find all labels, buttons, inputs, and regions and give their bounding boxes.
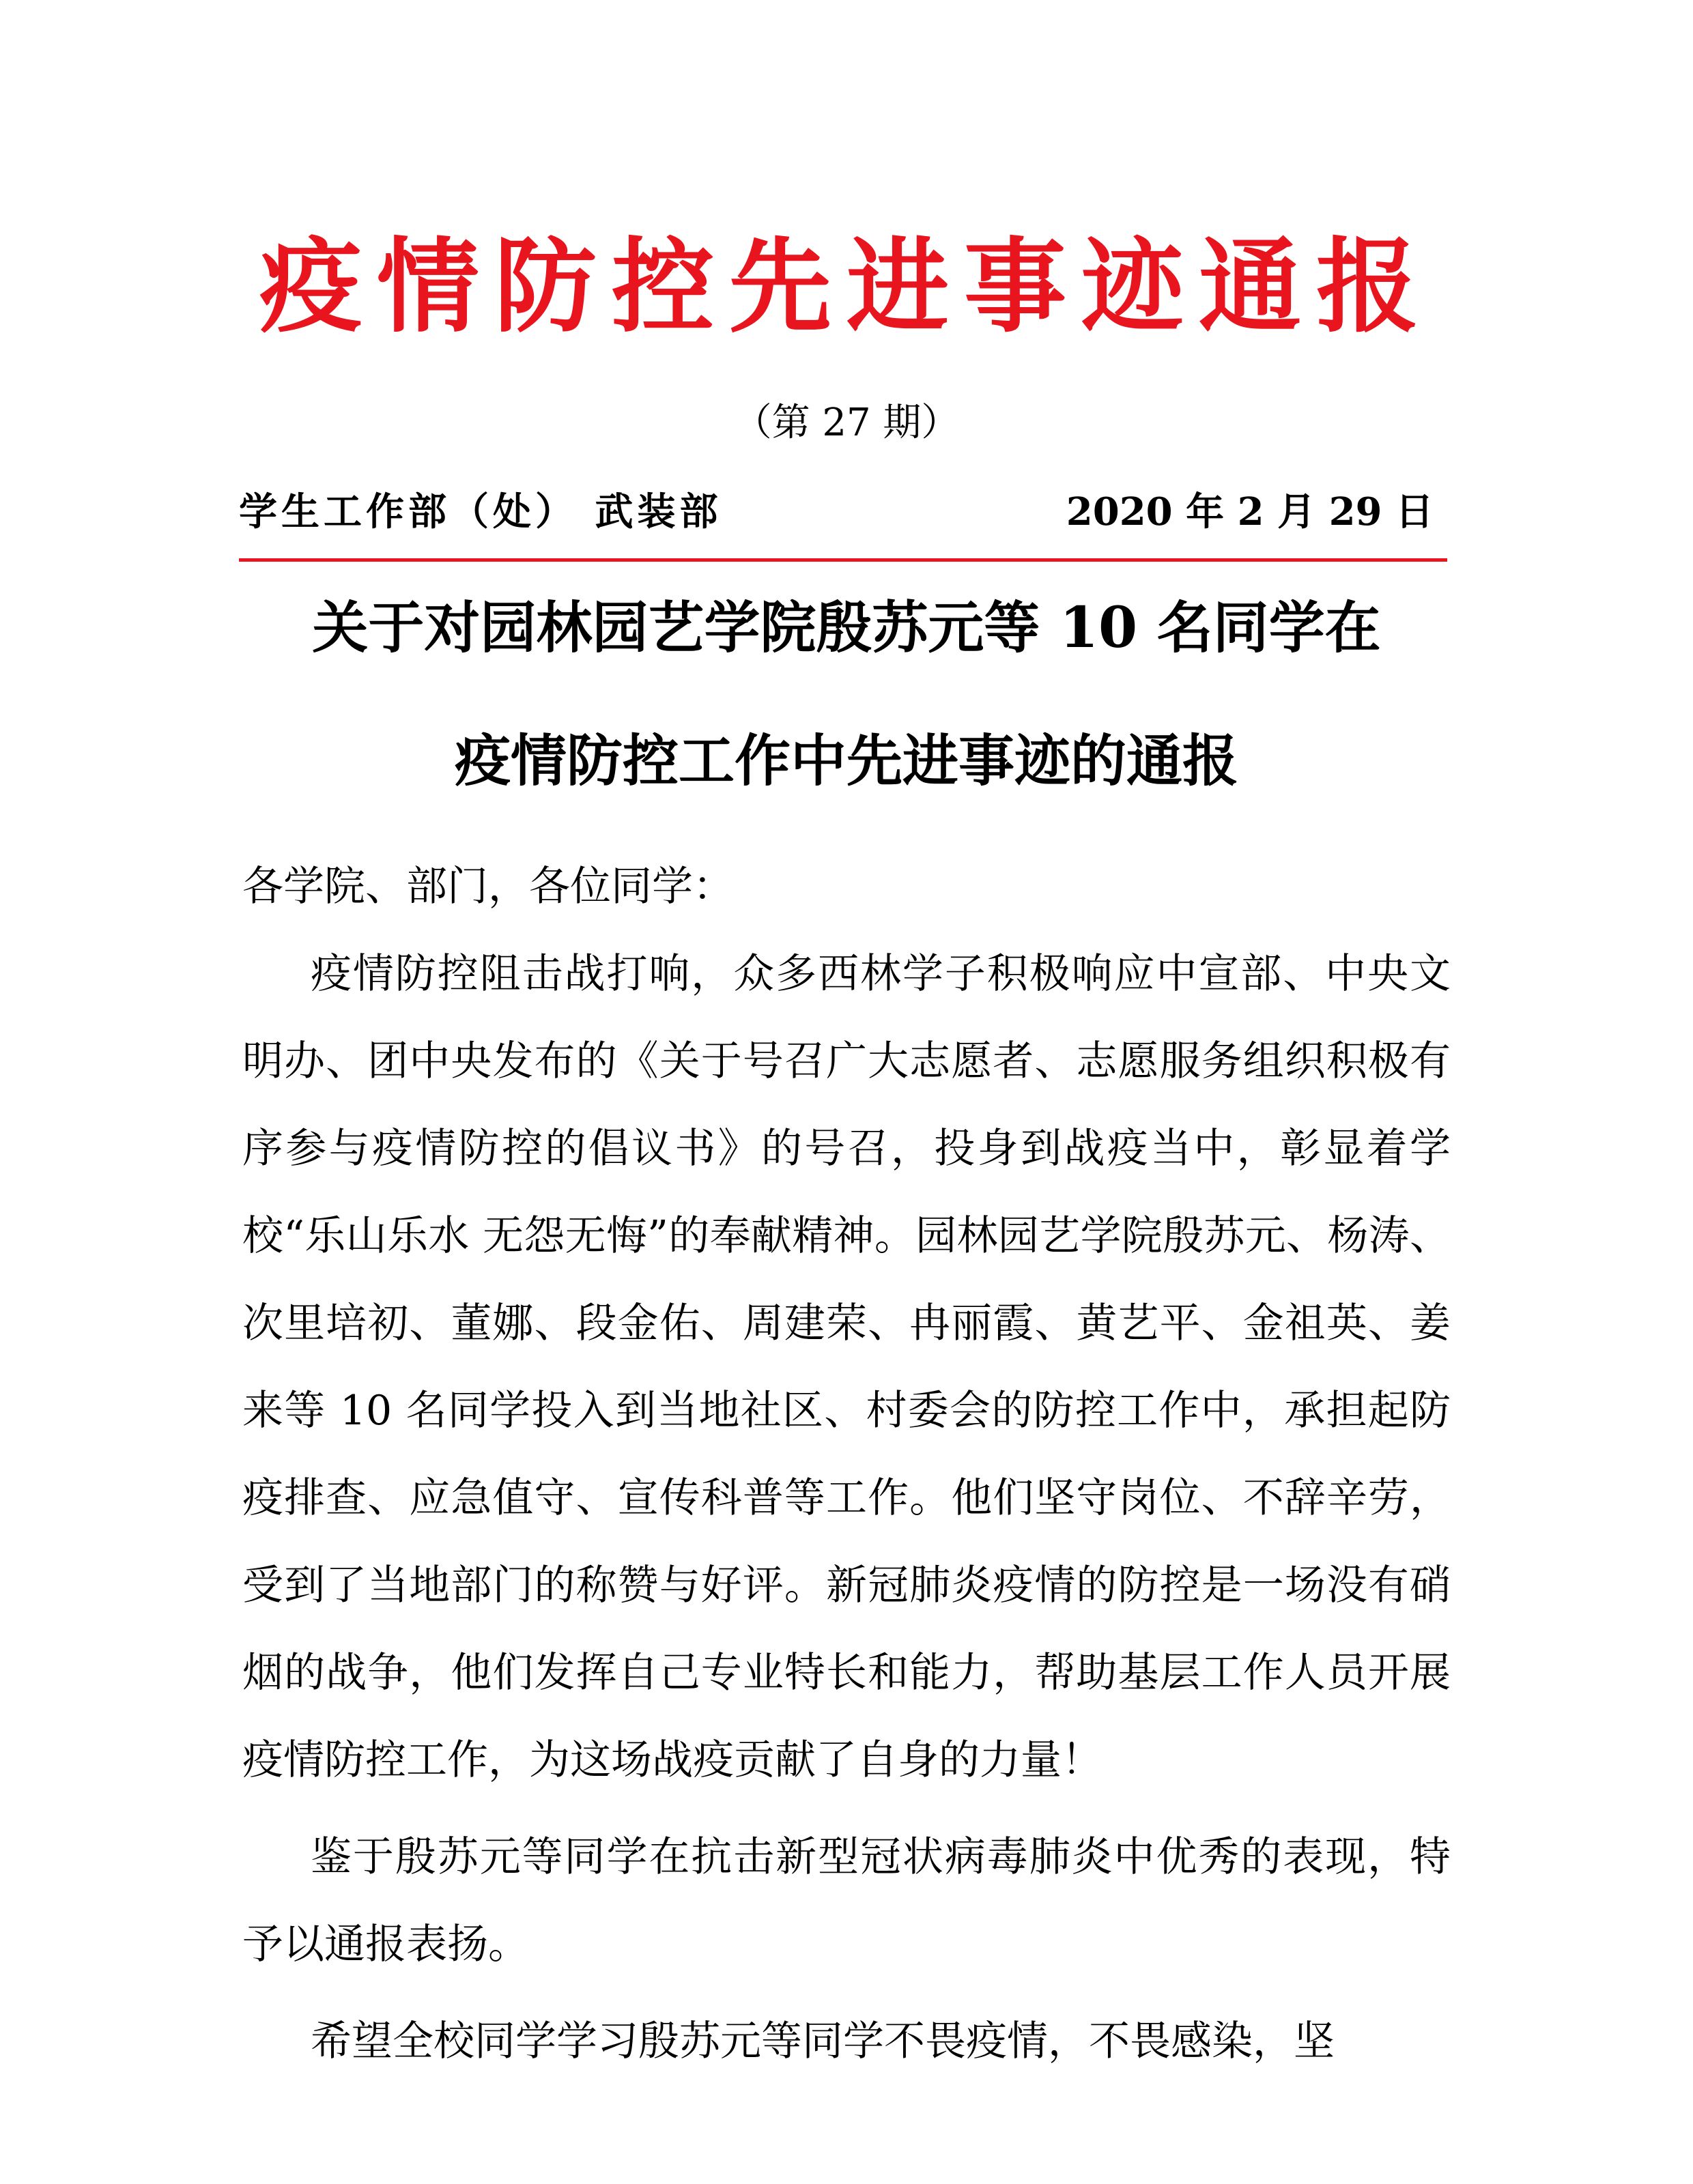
document-body xyxy=(242,843,1451,2085)
body-paragraph: 鉴于殷苏元等同学在抗击新型冠状病毒肺炎中优秀的表现，特予以通报表扬。 xyxy=(242,1833,1451,1968)
issuing-department: 学生工作部（处） 武装部 xyxy=(239,489,722,534)
header-divider xyxy=(239,558,1447,562)
salutation: 各学院、部门，各位同学： xyxy=(242,863,734,910)
body-paragraph: 疫情防控阻击战打响，众多西林学子积极响应中宣部、中央文明办、团中央发布的《关于号召广大志愿者、志愿服务组织积极有序参与疫情防控的倡议书》的号召，投身到战疫当中，彰显着学校“乐山乐水 无怨无悔”的奉献精神。园林园艺学院殷苏元、杨涛、次里培初、董娜、段金佑、周建荣、冉丽霞、黄艺平、金祖英、姜来等 10 名同学投入到当地社区、村委会的防控工作中，承担起防疫排查、应急值守、宣传科普等工作。他们坚守岗位、不辞辛劳，受到了当地部门的称赞与好评。新冠肺炎疫情的防控是一场没有硝烟的战争，他们发挥自己专业特长和能力，帮助基层工作人员开展疫情防控工作，为这场战疫贡献了自身的力量！ xyxy=(242,950,1451,1784)
document-title-line-1: 关于对园林园艺学院殷苏元等 10 名同学在 xyxy=(312,595,1381,661)
issue-date: 2020 年 2 月 29 日 xyxy=(1066,489,1434,534)
masthead-title: 疫情防控先进事迹通报 xyxy=(259,227,1434,347)
document-title-line-2: 疫情防控工作中先进事迹的通报 xyxy=(454,728,1238,794)
body-paragraph: 希望全校同学学习殷苏元等同学不畏疫情，不畏感染，坚 xyxy=(311,2017,1335,2065)
issue-number: （第 27 期） xyxy=(733,401,960,445)
